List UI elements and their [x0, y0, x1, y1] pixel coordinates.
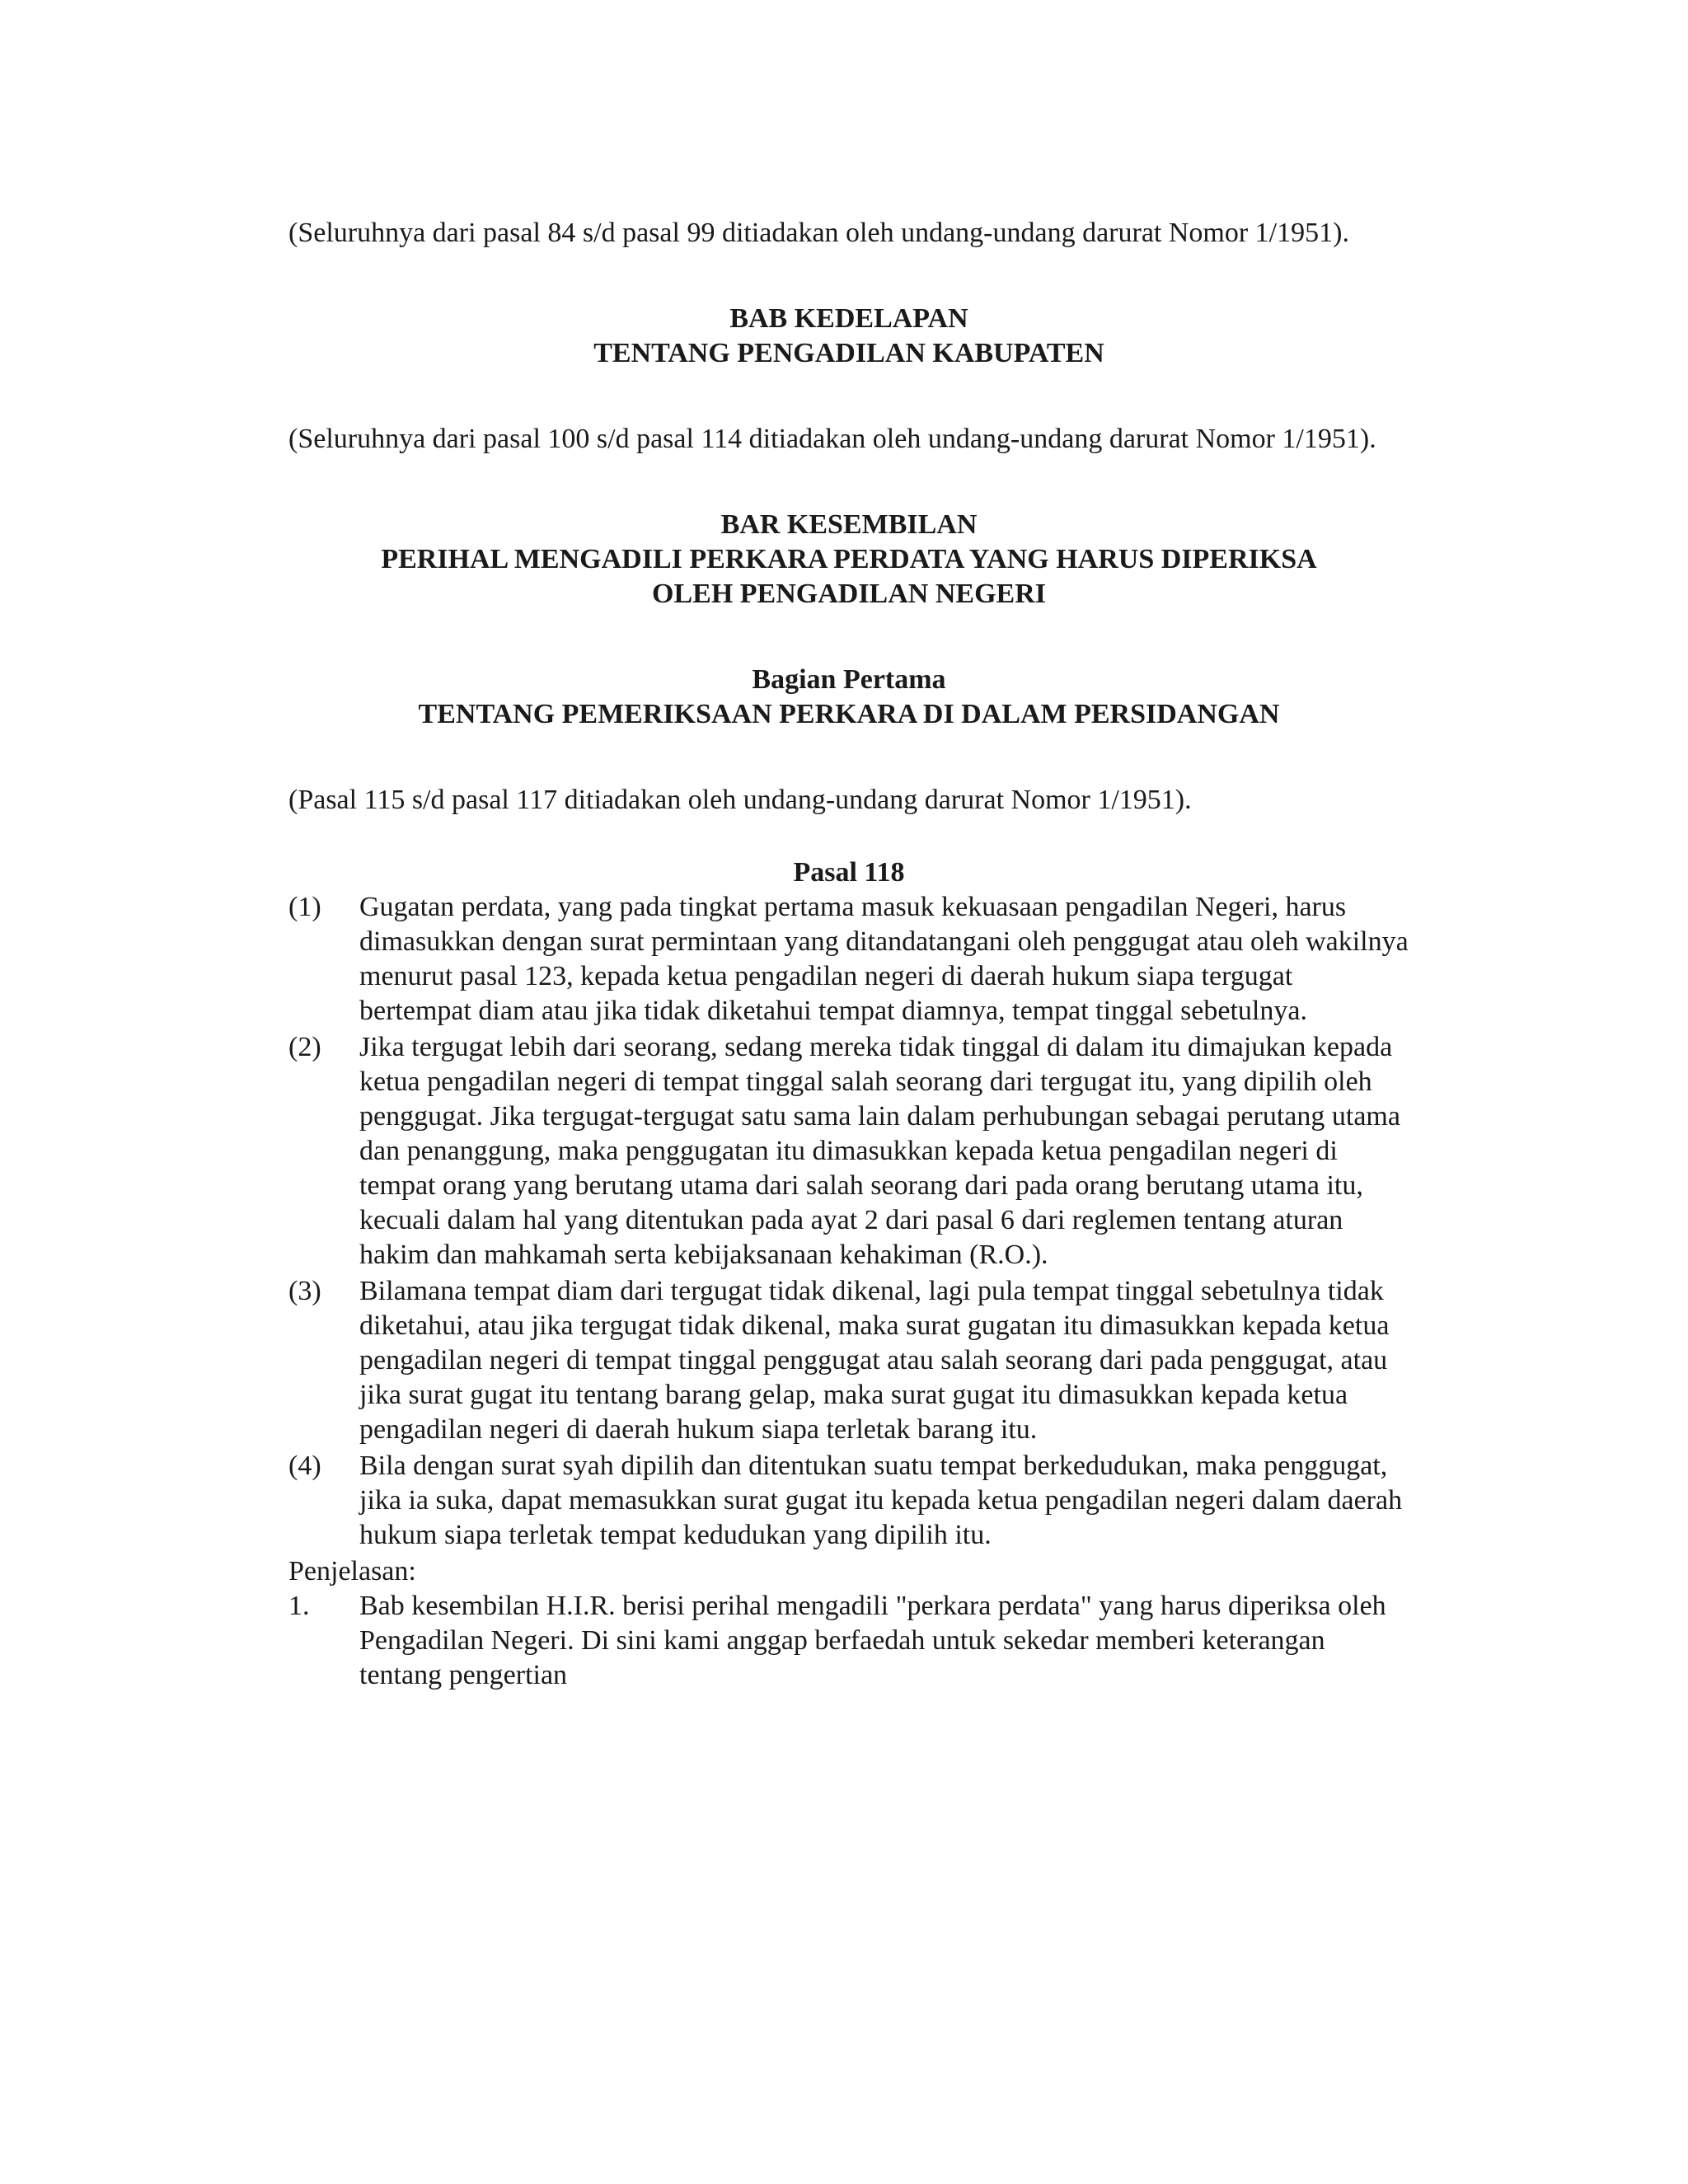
bagian-title: Bagian Pertama [752, 664, 946, 695]
intro-note: (Seluruhnya dari pasal 84 s/d pasal 99 ditiadakan oleh undang-undang darurat Nomor 1/1951). [288, 218, 1349, 248]
item-text: Jika tergugat lebih dari seorang, sedang mereka tidak tinggal di dalam itu dimajukan kepada ketua pengadilan negeri di tempat tinggal salah seorang dari tergugat itu, yang dipilih oleh penggugat. Jika tergugat-tergugat satu sama lain dalam perhubungan sebagai perutang utama dan penanggung, maka penggugatan itu dimasukkan kepada ketua pengadilan negeri di tempat orang yang berutang utama dari salah seorang dari pada orang berutang utama itu, kecuali dalam hal yang ditentukan pada ayat 2 dari pasal 6 dari reglemen tentang aturan hakim dan mahkamah serta kebijaksanaan kehakiman (R.O.). [359, 1032, 1400, 1270]
bab8-note: (Seluruhnya dari pasal 100 s/d pasal 114 ditiadakan oleh undang-undang darurat Nomor 1/1951). [288, 424, 1376, 454]
item-text: Bab kesembilan H.I.R. berisi perihal mengadili "perkara perdata" yang harus diperiksa oleh Pengadilan Negeri. Di sini kami anggap berfaedah untuk sekedar memberi keterangan tentang pengertian [359, 1591, 1386, 1690]
bab8-title: BAB KEDELAPAN [729, 303, 968, 334]
pasal118-item-3 [288, 1274, 1409, 1447]
item-number: (3) [288, 1276, 321, 1306]
pasal118-title: Pasal 118 [793, 857, 905, 888]
document-page [288, 216, 1409, 1694]
bagian-subtitle: TENTANG PEMERIKSAAN PERKARA DI DALAM PERSIDANGAN [418, 699, 1280, 729]
pasal118-item-2 [288, 1030, 1409, 1272]
bab9-subtitle-line1: PERIHAL MENGADILI PERKARA PERDATA YANG HARUS DIPERIKSA [381, 544, 1317, 574]
item-number: 1. [288, 1591, 310, 1621]
item-number: (4) [288, 1451, 321, 1481]
item-text: Bilamana tempat diam dari tergugat tidak dikenal, lagi pula tempat tinggal sebetulnya tidak diketahui, atau jika tergugat tidak dikenal, maka surat gugatan itu dimasukkan kepada ketua pengadilan negeri di tempat tinggal penggugat atau salah seorang dari pada penggugat, atau jika surat gugat itu tentang barang gelap, maka surat gugat itu dimasukkan kepada ketua pengadilan negeri di daerah hukum siapa terletak barang itu. [359, 1276, 1390, 1445]
item-number: (2) [288, 1032, 321, 1062]
bab8-subtitle: TENTANG PENGADILAN KABUPATEN [593, 338, 1104, 368]
bagian-note: (Pasal 115 s/d pasal 117 ditiadakan oleh undang-undang darurat Nomor 1/1951). [288, 785, 1192, 815]
item-text: Gugatan perdata, yang pada tingkat pertama masuk kekuasaan pengadilan Negeri, harus dimasukkan dengan surat permintaan yang ditandatangani oleh penggugat atau oleh wakilnya menurut pasal 123, kepada ketua pengadilan negeri di daerah hukum siapa tergugat bertempat diam atau jika tidak diketahui tempat diamnya, tempat tinggal sebetulnya. [359, 892, 1409, 1026]
pasal118-item-1 [288, 890, 1409, 1029]
penjelasan-label: Penjelasan: [288, 1556, 416, 1586]
penjelasan-item-1 [288, 1589, 1409, 1693]
item-number: (1) [288, 892, 321, 922]
bab9-subtitle-line2: OLEH PENGADILAN NEGERI [652, 579, 1046, 609]
pasal118-item-4 [288, 1449, 1409, 1553]
bab9-title: BAR KESEMBILAN [720, 509, 978, 540]
item-text: Bila dengan surat syah dipilih dan ditentukan suatu tempat berkedudukan, maka penggugat, jika ia suka, dapat memasukkan surat gugat itu kepada ketua pengadilan negeri dalam daerah hukum siapa terletak tempat kedudukan yang dipilih itu. [359, 1451, 1403, 1550]
